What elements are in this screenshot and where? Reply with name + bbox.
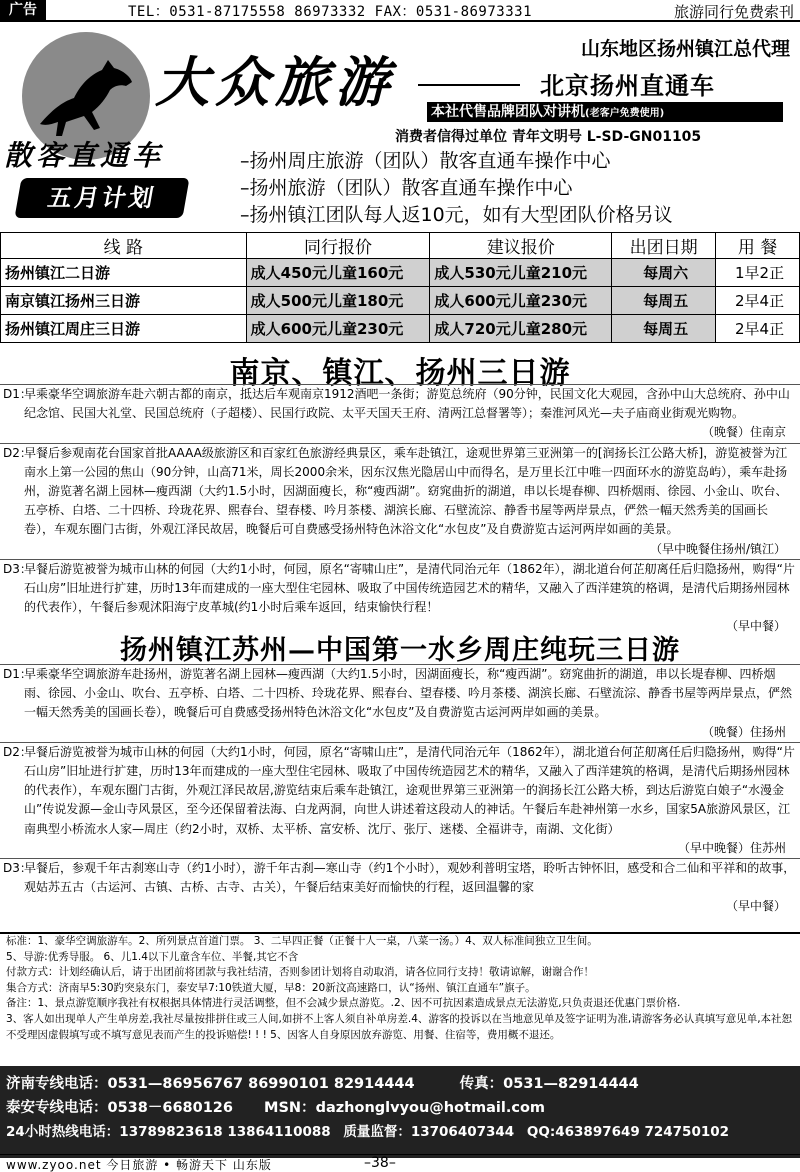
tour2-itinerary — [0, 664, 800, 917]
date-cell: 每周五 — [612, 315, 716, 343]
table-header-row — [1, 233, 800, 259]
agent-title: 山东地区扬州镇江总代理 — [580, 38, 790, 60]
day-meal: （早中餐） — [725, 899, 786, 914]
jinan-row — [6, 1072, 639, 1093]
bottom-bar — [0, 1154, 800, 1172]
route-cell: 南京镇江扬州三日游 — [1, 287, 247, 315]
day-text: 早餐后，参观千年古刹寒山寺（约1小时），游千年古刹—寒山寺（约1个小时），观妙利普明宝塔，聆听古钟怀旧，感受和合二仙和平祥和的故事，观姑苏五古（古运河、古镇、古桥、古寺、古关），午餐后结束美好而愉快的行程，返回温馨的家 — [24, 861, 796, 895]
table-row — [1, 315, 800, 343]
day-label: D1： — [3, 667, 32, 681]
may-plan-badge: 五月计划 — [14, 178, 189, 218]
qq-numbers: QQ:463897649 724750102 — [526, 1124, 730, 1140]
contact-footer — [0, 1066, 800, 1158]
note-line: 备注：1、景点游览顺序我社有权根据具体情进行灵活调整，但不会减少景点游览。.2、因不可抗因素造成景点无法游览,只负责退还优惠门票价格. — [6, 997, 681, 1010]
trade-price-cell: 成人600元儿童230元 — [246, 315, 430, 343]
day-meal: （早中餐） — [725, 619, 786, 634]
itinerary-day — [0, 664, 800, 742]
col-trade-price: 同行报价 — [246, 233, 430, 259]
day-text: 早餐后游览被誉为城市山林的何园（大约1小时，何园，原名“寄啸山庄”，是清代同治元年（1862年），湖北道台何芷舠离任后归隐扬州，购得“片石山房”旧址进行扩建，历时13年而建成的一座大型住宅园林、吸取了中国传统造园艺术的精华，又融入了西洋建筑的格调，是清代后期扬州园林的代表作），午餐后参观沭阳海宁皮革城(约1小时后乘车返回，结束愉快行程！ — [24, 561, 795, 615]
day-text: 早餐后参观南花台国家首批AAAA级旅游区和百家红色旅游经典景区，乘车赴镇江，途观世界第三亚洲第一的[润扬长江公路大桥]，游览被誉为江南水上第一公园的焦山（90分钟，山高71米，周长2000余米，因东汉焦光隐居山中而得名，是万里长江中唯一四面环水的游览岛屿），乘车赴扬州，游览著名湖上园林—瘦西湖（大约1.5小时，因湖面瘦长，称“瘦西湖”。窈窕曲折的湖道，串以长堤春柳、四桥烟雨、徐园、小金山、吹台、五亭桥、白塔、二十四桥、玲珑花界、熙春台、望春楼、吟月茶楼、湖滨长廊、石壁流淙、静香书屋等两岸景点，俨然一幅天然秀美的国画长卷），车观东圈门古街，外观江泽民故居，晚餐后可自费感受扬州特色沐浴文化“水包皮”及自费游览古运河两岸如画的美景。 — [24, 445, 788, 537]
route-cell: 扬州镇江周庄三日游 — [1, 315, 247, 343]
itinerary-day — [0, 384, 800, 443]
bullet-item: –扬州旅游（团队）散客直通车操作中心 — [240, 177, 573, 199]
day-label: D1： — [3, 387, 32, 401]
table-row — [1, 259, 800, 287]
table-row — [1, 287, 800, 315]
meal-cell: 2早4正 — [716, 287, 800, 315]
day-label: D3： — [3, 861, 32, 876]
trade-price-cell: 成人500元儿童180元 — [246, 287, 430, 315]
top-bar — [0, 0, 800, 22]
itinerary-day — [0, 858, 800, 917]
day-label: D2： — [3, 445, 32, 460]
bullet-item: –扬州周庄旅游（团队）散客直通车操作中心 — [240, 150, 611, 172]
day-meal: （晚餐）住南京 — [701, 425, 786, 440]
route-cell: 扬州镇江二日游 — [1, 259, 247, 287]
jinan-label: 济南专线电话： — [6, 1076, 108, 1092]
day-text: 早乘豪华空调旅游车赴扬州，游览著名湖上园林—瘦西湖（大约1.5小时，因湖面瘦长，称“瘦西湖”。窈窕曲折的湖道，串以长堤春柳、四桥烟雨、徐园、小金山、吹台、五亭桥、白塔、二十四桥、玲珑花界、熙春台、望春楼、吟月茶楼、湖滨长廊、石壁流淙、静香书屋等两岸景点，俨然一幅天然秀美的国画长卷），晚餐后可自费感受扬州特色沐浴文化“水包皮”及自费游览古运河两岸如画的美景。 — [24, 667, 793, 720]
date-cell: 每周六 — [612, 259, 716, 287]
walkie-banner — [427, 102, 783, 122]
tour2-title: 扬州镇江苏州—中国第一水乡周庄纯玩三日游 — [120, 635, 680, 666]
supervise-number: 13706407344 — [410, 1124, 515, 1140]
col-date: 出团日期 — [612, 233, 716, 259]
credit-line: 消费者信得过单位 青年文明号 L-SD-GN01105 — [395, 129, 702, 145]
taian-row — [6, 1096, 545, 1117]
note-line: 付款方式：计划经确认后，请于出团前将团款与我社结清，否则参团计划将自动取消，请各位同行支持！敬请谅解，谢谢合作！ — [6, 966, 594, 979]
price-table — [0, 232, 800, 343]
suggest-price-cell: 成人530元儿童210元 — [430, 259, 612, 287]
col-suggest-price: 建议报价 — [430, 233, 612, 259]
fax-number: 0531—82914444 — [503, 1076, 639, 1092]
hotline-numbers: 13789823618 13864110088 — [119, 1124, 331, 1140]
day-label: D3： — [3, 561, 32, 576]
msn-address: dazhonglvyou@hotmail.com — [315, 1100, 546, 1116]
day-meal: （早中晚餐住扬州/镇江） — [649, 541, 786, 556]
taian-phone: 0538－6680126 — [107, 1100, 233, 1116]
contact-line: TEL：0531-87175558 86973332 FAX：0531-86973331 — [128, 4, 533, 20]
service-bullets — [240, 148, 673, 229]
day-meal: （早中晚餐）住苏州 — [677, 840, 786, 855]
day-text: 早乘豪华空调旅游车赴六朝古都的南京，抵达后车观南京1912酒吧一条街；游览总统府（90分钟，民国文化大观园，含孙中山大总统府、孙中山纪念馆、民国大礼堂、民国总统府（子超楼）、民国行政院、太平天国天王府、清两江总督署等）；秦淮河风光—夫子庙商业街观光购物。 — [24, 387, 790, 421]
col-meal: 用 餐 — [716, 233, 800, 259]
free-catalog-note: 旅游同行免费索刊 — [673, 3, 794, 21]
hotline-label: 24小时热线电话： — [6, 1124, 120, 1140]
header — [0, 22, 800, 232]
itinerary-day — [0, 443, 800, 559]
trade-price-cell: 成人450元儿童160元 — [246, 259, 430, 287]
jinan-phones: 0531—86956767 86990101 82914444 — [107, 1076, 415, 1092]
note-line: 5、导游:优秀导服。 6、儿1.4以下儿童含车位、半餐,其它不含 — [6, 950, 299, 963]
page-number: –38– — [364, 1155, 396, 1171]
notes-section — [0, 932, 800, 1043]
tour1-title: 南京、镇江、扬州三日游 — [229, 356, 571, 391]
suggest-price-cell: 成人720元儿童280元 — [430, 315, 612, 343]
day-meal: （晚餐）住扬州 — [701, 724, 786, 739]
direct-bus-title: 北京扬州直通车 — [540, 72, 715, 100]
ad-tag: 广告 — [0, 0, 46, 20]
suggest-price-cell: 成人600元儿童230元 — [430, 287, 612, 315]
day-label: D2： — [3, 744, 32, 759]
brand-name: 大众旅游 — [155, 50, 395, 114]
col-route: 线 路 — [1, 233, 247, 259]
meal-cell: 1早2正 — [716, 259, 800, 287]
note-line: 集合方式：济南早5:30趵突泉东门，泰安早7:10铁道大厦，早8：20新汶高速路口，认“扬州、镇江直通车”旗子。 — [6, 981, 536, 994]
msn-label: MSN： — [264, 1100, 316, 1116]
supervise-label: 质量监督： — [343, 1124, 411, 1140]
hotline-row — [6, 1120, 729, 1140]
note-line: 3、客人如出现单人产生单房差,我社尽量按排拼住或三人间,如拼不上客人须自补单房差.4、游客的投诉以在当地意见单及签字证明为准,请游客务必认真填写意见单,本社恕不受理因虚假填写或不填写意见表而产生的投诉赔偿! ! ! 5、因客人自身原因放弃游览、用餐、住宿等，费用概不退还。 — [6, 1012, 793, 1041]
walkie-note: (老客户免费使用) — [585, 108, 665, 119]
note-line: 标准：1、豪华空调旅游车。2、所列景点首道门票。 3、二早四正餐（正餐十人一桌，八菜一汤。）4、双人标准间独立卫生间。 — [6, 935, 598, 947]
day-text: 早餐后游览被誉为城市山林的何园（大约1小时，何园，原名“寄啸山庄”，是清代同治元年（1862年），湖北道台何芷舠离任后归隐扬州，购得“片石山房”旧址进行扩建，历时13年而建成的一座大型住宅园林、吸取了中国传统造园艺术的精华，又融入了西洋建筑的格调，是清代后期扬州园林的代表作），车观东圈门古街，外观江泽民故居,游览结束后乘车赴镇江，途观世界第三亚洲第一的润扬长江公路大桥，到达后游览白娘子“水漫金山”传说发源—金山寺风景区，至今还保留着法海、白龙两洞，向世人讲述着这段动人的神话。午餐后车赴神州第一水乡，国家5A旅游风景区，江南典型小桥流水人家—周庄（约2小时，双桥、太平桥、富安桥、沈厅、张厅、迷楼、全福讲寺，南湖、文化街） — [24, 744, 795, 836]
date-cell: 每周五 — [612, 287, 716, 315]
walkie-text: 本社代售品牌团队对讲机 — [431, 104, 585, 120]
fax-label: 传真： — [459, 1076, 504, 1092]
taian-label: 泰安专线电话： — [6, 1100, 108, 1116]
site-line: www.zyoo.net 今日旅游 • 畅游天下 山东版 — [6, 1158, 272, 1172]
itinerary-day — [0, 559, 800, 637]
meal-cell: 2早4正 — [716, 315, 800, 343]
tour1-itinerary — [0, 384, 800, 637]
bullet-item: –扬州镇江团队每人返10元，如有大型团队价格另议 — [240, 204, 673, 226]
itinerary-day — [0, 742, 800, 858]
brand-divider — [418, 84, 520, 86]
sanke-slogan: 散客直通车 — [4, 139, 165, 172]
